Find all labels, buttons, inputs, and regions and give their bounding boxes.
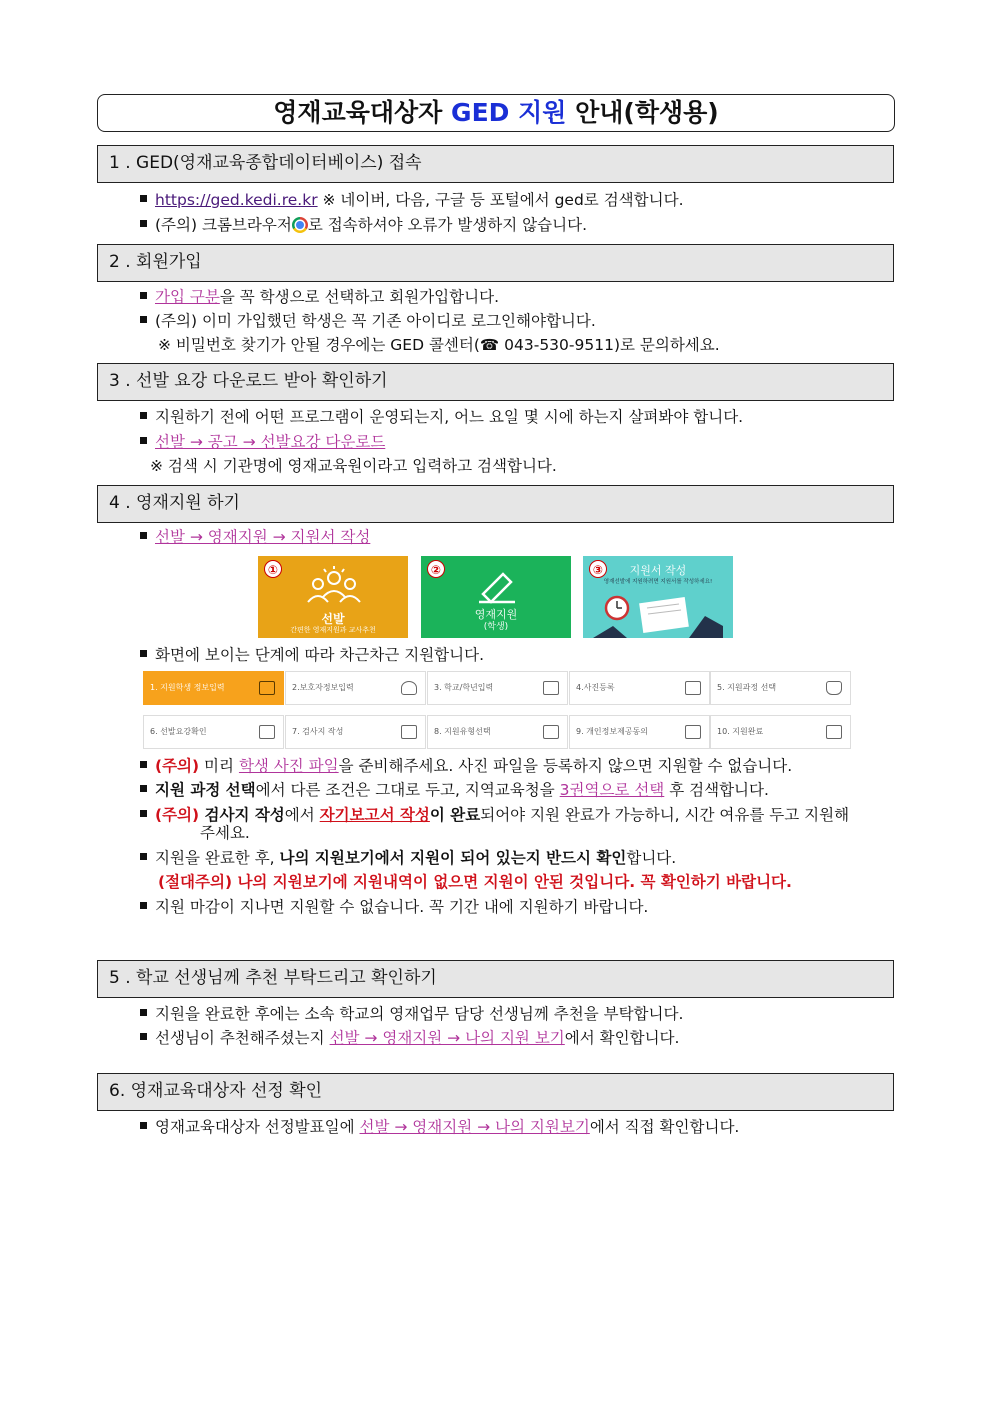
s3-line-3: ※ 검색 시 기관명에 영재교육원이라고 입력하고 검색합니다. [150, 457, 557, 475]
step-label: 7. 검사지 작성 [292, 727, 344, 736]
s4-line-2 [140, 645, 484, 665]
school-icon [543, 681, 559, 695]
s4-warn-4 [140, 848, 676, 868]
laptop-icon [543, 725, 559, 739]
my-application-result-link[interactable]: 선발 → 영재지원 → 나의 지원보기 [359, 1118, 590, 1136]
bullet-square-icon [140, 761, 147, 768]
section-5-heading: 5 . 학교 선생님께 추천 부탁드리고 확인하기 [97, 960, 894, 998]
page-title [97, 94, 895, 132]
tile-subcaption: 영재선발에 지원하려면 지원서를 작성하세요! [603, 579, 713, 585]
selection-guide-download-path[interactable]: 선발 → 공고 → 선발요강 다운로드 [155, 433, 386, 451]
s4-warn-3-rest: 되어야 지원 완료가 가능하니, 시간 여유를 두고 지원해 [480, 806, 850, 824]
step-label: 3. 학교/학년입력 [434, 683, 494, 692]
s4-warn-2-text: 에서 다른 조건은 그대로 두고, 지역교육청을 [255, 781, 560, 799]
section-1-heading: 1 . GED(영재교육종합데이터베이스) 접속 [97, 145, 894, 183]
title-text: 영재교육대상자 [273, 98, 452, 127]
tile-number: ③ [589, 560, 607, 578]
step-label: 1. 지원학생 정보입력 [150, 683, 225, 692]
bullet-square-icon [140, 292, 147, 299]
bullet-square-icon [140, 437, 147, 444]
s4-warn-2-rest: 후 검색합니다. [664, 781, 769, 799]
step-guardian-info[interactable] [285, 671, 426, 705]
title-highlight: GED 지원 [451, 98, 567, 127]
s3-line-1 [140, 407, 743, 427]
test-write-label: 검사지 작성 [199, 806, 285, 824]
verify-application-text: 나의 지원보기에서 지원이 되어 있는지 반드시 확인 [279, 849, 627, 867]
s1-caution-rest: 로 접속하셔야 오류가 발생하지 않습니다. [307, 216, 587, 234]
s2-line-2-text: (주의) 이미 가입했던 학생은 꼭 기존 아이디로 로그인해야합니다. [155, 312, 596, 330]
step-guide-check[interactable] [143, 715, 284, 749]
tile-number: ② [427, 560, 445, 578]
section-2-heading: 2 . 회원가입 [97, 244, 894, 282]
step-privacy-consent[interactable] [569, 715, 710, 749]
step-label: 2.보호자정보입력 [292, 683, 354, 692]
signup-type-link[interactable]: 가입 구분 [155, 288, 220, 306]
section-4-heading: 4 . 영재지원 하기 [97, 485, 894, 523]
caution-label: (주의) [155, 806, 200, 824]
pencil-edit-icon [471, 568, 521, 604]
tile-caption: 영재지원 [474, 608, 518, 621]
s4-warn-3-text: 에서 [284, 806, 320, 824]
tile-application-form [583, 556, 733, 638]
s4-warn-1 [140, 756, 792, 776]
bullet-square-icon [140, 195, 147, 202]
form-writing-illustration-icon [593, 586, 723, 638]
bullet-square-icon [140, 316, 147, 323]
document-icon [401, 725, 417, 739]
tile-number: ① [264, 560, 282, 578]
title-suffix: 안내(학생용) [566, 98, 719, 127]
self-report-link[interactable]: 자기보고서 작성 [319, 806, 430, 824]
s4-line-1 [140, 527, 370, 547]
bullet-square-icon [140, 532, 147, 539]
step-label: 10. 지원완료 [717, 727, 764, 736]
bullet-square-icon [140, 1033, 147, 1040]
clipboard-icon [259, 725, 275, 739]
pointer-icon [826, 681, 842, 695]
s2-line-2 [140, 311, 596, 331]
s3-line-1-text: 지원하기 전에 어떤 프로그램이 운영되는지, 어느 요일 몇 시에 하는지 살펴봐야 합니다. [155, 408, 744, 426]
s4-warn-4-text: 지원을 완료한 후, [155, 849, 280, 867]
step-label: 8. 지원유형선택 [434, 727, 491, 736]
tile-subcaption: (학생) [483, 622, 509, 632]
s2-line-3: ※ 비밀번호 찾기가 안될 경우에는 GED 콜센터(☎ 043-530-9511)로 문의하세요. [158, 336, 720, 354]
bullet-square-icon [140, 650, 147, 657]
s2-line-1-text: 을 꼭 학생으로 선택하고 회원가입합니다. [219, 288, 500, 306]
caution-label: (주의) [155, 757, 200, 775]
step-label: 6. 선발요강확인 [150, 727, 207, 736]
step-school-grade[interactable] [427, 671, 568, 705]
application-path-link[interactable]: 선발 → 영재지원 → 지원서 작성 [155, 528, 371, 546]
course-select-label: 지원 과정 선택 [155, 781, 256, 799]
s4-warn-4-rest: 합니다. [626, 849, 677, 867]
chrome-logo-icon [292, 217, 308, 233]
bullet-square-icon [140, 1009, 147, 1016]
ged-url-link[interactable]: https://ged.kedi.re.kr [155, 191, 318, 209]
bullet-square-icon [140, 853, 147, 860]
my-application-path-link[interactable]: 선발 → 영재지원 → 나의 지원 보기 [329, 1029, 565, 1047]
s4-warn-2 [140, 780, 769, 800]
complete-label: 이 완료 [429, 806, 481, 824]
section-6-heading: 6. 영재교육대상자 선정 확인 [97, 1073, 894, 1111]
s4-warn-1-text: 미리 [199, 757, 239, 775]
s2-line-1 [140, 287, 499, 307]
step-label: 4.사진등록 [576, 683, 615, 692]
s4-warn-6-text: 지원 마감이 지나면 지원할 수 없습니다. 꼭 기간 내에 지원하기 바랍니다. [155, 898, 649, 916]
s6-line-1-rest: 에서 직접 확인합니다. [589, 1118, 740, 1136]
bullet-square-icon [140, 220, 147, 227]
tile-caption: 지원서 작성 [629, 564, 687, 577]
bullet-square-icon [140, 810, 147, 817]
step-test-write[interactable] [285, 715, 426, 749]
s1-line-1 [140, 190, 684, 210]
checklist-icon [826, 725, 842, 739]
bullet-square-icon [140, 412, 147, 419]
s4-warn-3-cont: 주세요. [200, 824, 250, 842]
s5-line-2-text: 선생님이 추천해주셨는지 [155, 1029, 330, 1047]
s4-line-2-text: 화면에 보이는 단계에 따라 차근차근 지원합니다. [155, 646, 485, 664]
region-3-select-link[interactable]: 3권역으로 선택 [559, 781, 665, 799]
people-group-icon [304, 566, 364, 608]
photo-icon [685, 681, 701, 695]
section-3-heading: 3 . 선발 요강 다운로드 받아 확인하기 [97, 363, 894, 401]
s5-line-2 [140, 1028, 679, 1048]
s4-warn-1-rest: 을 준비해주세요. 사진 파일을 등록하지 않으면 지원할 수 없습니다. [338, 757, 793, 775]
profile-icon [685, 725, 701, 739]
s4-warn-6 [140, 897, 648, 917]
step-course-select[interactable] [710, 671, 851, 705]
s4-absolute-caution: (절대주의) 나의 지원보기에 지원내역이 없으면 지원이 안된 것입니다. 꼭 확인하기 바랍니다. [158, 873, 792, 891]
s6-line-1-text: 영재교육대상자 선정발표일에 [155, 1118, 360, 1136]
tile-gifted-apply [421, 556, 571, 638]
s6-line-1 [140, 1117, 739, 1137]
s4-warn-3 [140, 805, 849, 825]
s1-url-note: ※ 네이버, 다음, 구글 등 포털에서 ged로 검색합니다. [317, 191, 684, 209]
s5-line-2-rest: 에서 확인합니다. [564, 1029, 680, 1047]
bullet-square-icon [140, 1122, 147, 1129]
bullet-square-icon [140, 785, 147, 792]
tile-selection [258, 556, 408, 638]
student-photo-link[interactable]: 학생 사진 파일 [238, 757, 339, 775]
step-type-select[interactable] [427, 715, 568, 749]
tile-subcaption: 간편한 영재지원과 교사추천 [290, 626, 376, 634]
id-card-icon [259, 681, 275, 695]
step-complete[interactable] [710, 715, 851, 749]
bullet-square-icon [140, 902, 147, 909]
s5-line-1-text: 지원을 완료한 후에는 소속 학교의 영재업무 담당 선생님께 추천을 부탁합니다. [155, 1005, 684, 1023]
s5-line-1 [140, 1004, 683, 1024]
step-label: 5. 지원과정 선택 [717, 683, 777, 692]
step-label: 9. 개인정보제공동의 [576, 727, 648, 736]
s1-line-2 [140, 215, 587, 235]
s1-caution-text: (주의) 크롬브라우저 [155, 216, 292, 234]
step-student-info[interactable] [143, 671, 284, 705]
application-steps-panel [143, 671, 851, 751]
s3-line-2 [140, 432, 385, 452]
step-photo-upload[interactable] [569, 671, 710, 705]
tile-caption: 선발 [321, 612, 345, 626]
person-icon [401, 681, 417, 695]
